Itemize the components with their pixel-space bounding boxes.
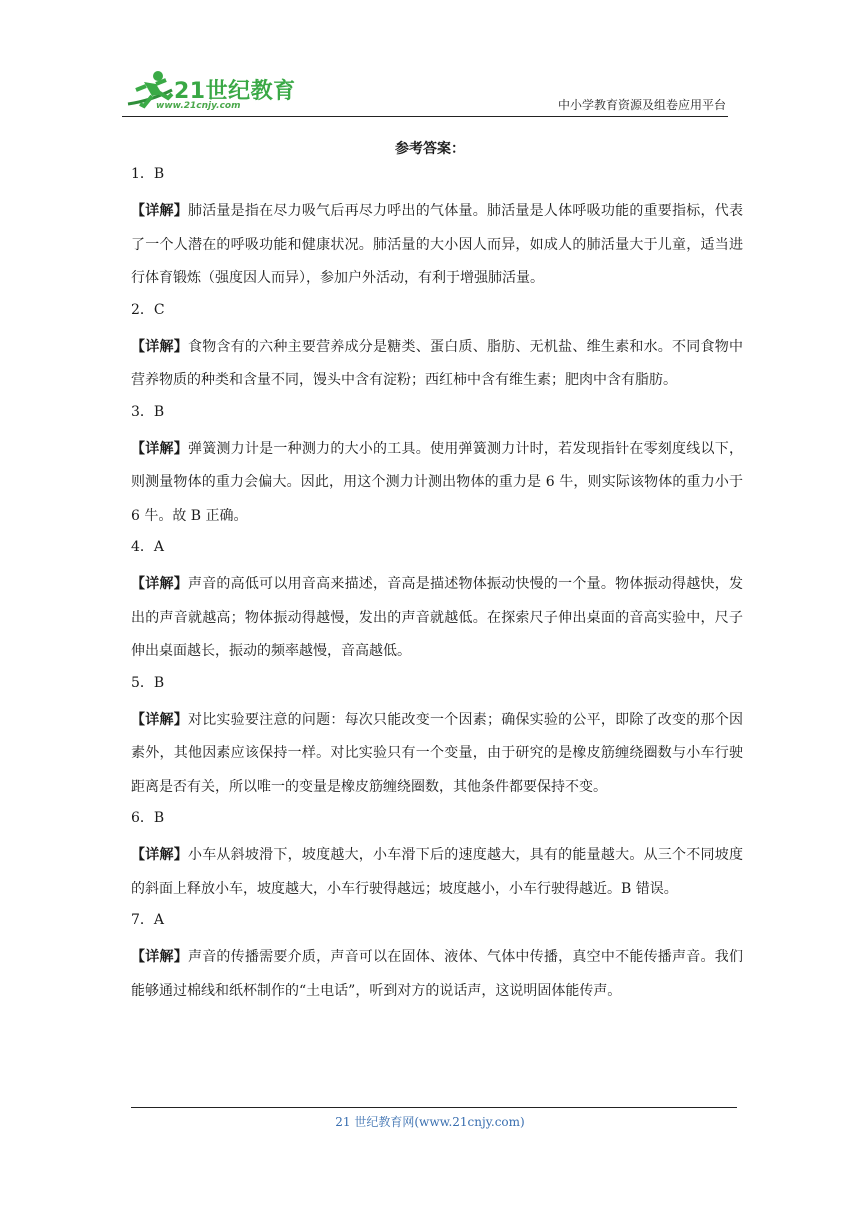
answer-detail — [131, 195, 743, 296]
answer-detail — [131, 839, 743, 906]
answer-detail — [131, 941, 743, 1008]
answer-item — [131, 298, 743, 398]
page-footer: 21 世纪教育网(www.21cnjy.com) — [335, 1115, 525, 1129]
page-header — [122, 64, 728, 118]
detail-label: 【详解】 — [131, 949, 188, 965]
detail-label: 【详解】 — [131, 338, 188, 355]
answer-detail — [131, 568, 743, 669]
detail-label: 【详解】 — [131, 440, 188, 457]
answer-item — [131, 162, 743, 296]
footer-divider — [131, 1107, 737, 1108]
answer-number: 7．A — [131, 912, 165, 928]
answer-number: 4．A — [131, 539, 165, 555]
answer-list — [131, 162, 743, 1010]
answer-item — [131, 535, 743, 669]
answer-item — [131, 908, 743, 1008]
answer-detail — [131, 704, 743, 805]
answer-detail — [131, 433, 743, 534]
answer-number: 6．B — [131, 810, 165, 826]
logo-url: www.21cnjy.com — [156, 101, 241, 111]
answer-number: 5．B — [131, 674, 165, 691]
detail-text: 肺活量是指在尽力吸气后再尽力呼出的气体量。肺活量是人体呼吸功能的重要指标，代表了一个人潜在的呼吸功能和健康状况。肺活量的大小因人而异，如成人的肺活量大于儿童，适当进行体育锻炼（强度因人而异），参加户外活动，有利于增强肺活量。 — [131, 203, 743, 286]
logo-text: 21世纪教育 — [174, 79, 296, 104]
header-divider — [122, 116, 728, 117]
detail-text: 弹簧测力计是一种测力的大小的工具。使用弹簧测力计时，若发现指针在零刻度线以下，则测量物体的重力会偏大。因此，用这个测力计测出物体的重力是 6 牛，则实际该物体的重力小于 6 牛。故 B 正确。 — [131, 440, 743, 524]
detail-text: 食物含有的六种主要营养成分是糖类、蛋白质、脂肪、无机盐、维生素和水。不同食物中营养物质的种类和含量不同，馒头中含有淀粉；西红柿中含有维生素；肥肉中含有脂肪。 — [131, 338, 743, 388]
detail-label: 【详解】 — [131, 203, 188, 219]
detail-text: 声音的传播需要介质，声音可以在固体、液体、气体中传播，真空中不能传播声音。我们能够通过棉线和纸杯制作的“土电话”，听到对方的说话声，这说明固体能传声。 — [131, 949, 743, 999]
detail-label: 【详解】 — [131, 576, 188, 592]
platform-label: 中小学教育资源及组卷应用平台 — [557, 98, 726, 112]
detail-text: 声音的高低可以用音高来描述，音高是描述物体振动快慢的一个量。物体振动得越快，发出的声音就越高；物体振动得越慢，发出的声音就越低。在探索尺子伸出桌面的音高实验中，尺子伸出桌面越长，振动的频率越慢，音高越低。 — [131, 576, 743, 659]
detail-text: 小车从斜坡滑下，坡度越大，小车滑下后的速度越大，具有的能量越大。从三个不同坡度的斜面上释放小车，坡度越大，小车行驶得越远；坡度越小，小车行驶得越近。B 错误。 — [131, 847, 743, 897]
answer-number: 3．B — [131, 403, 165, 420]
detail-label: 【详解】 — [131, 847, 188, 863]
site-logo — [122, 68, 296, 114]
answer-item — [131, 671, 743, 805]
answer-item — [131, 400, 743, 534]
answer-item — [131, 806, 743, 906]
answer-detail — [131, 331, 743, 398]
detail-label: 【详解】 — [131, 711, 188, 728]
answer-number: 1．B — [131, 166, 165, 182]
detail-text: 对比实验要注意的问题：每次只能改变一个因素；确保实验的公平，即除了改变的那个因素外，其他因素应该保持一样。对比实验只有一个变量，由于研究的是橡皮筋缠绕圈数与小车行驶距离是否有关，所以唯一的变量是橡皮筋缠绕圈数，其他条件都要保持不变。 — [131, 711, 743, 795]
page-title: 参考答案： — [395, 141, 465, 157]
answer-number: 2．C — [131, 301, 165, 318]
